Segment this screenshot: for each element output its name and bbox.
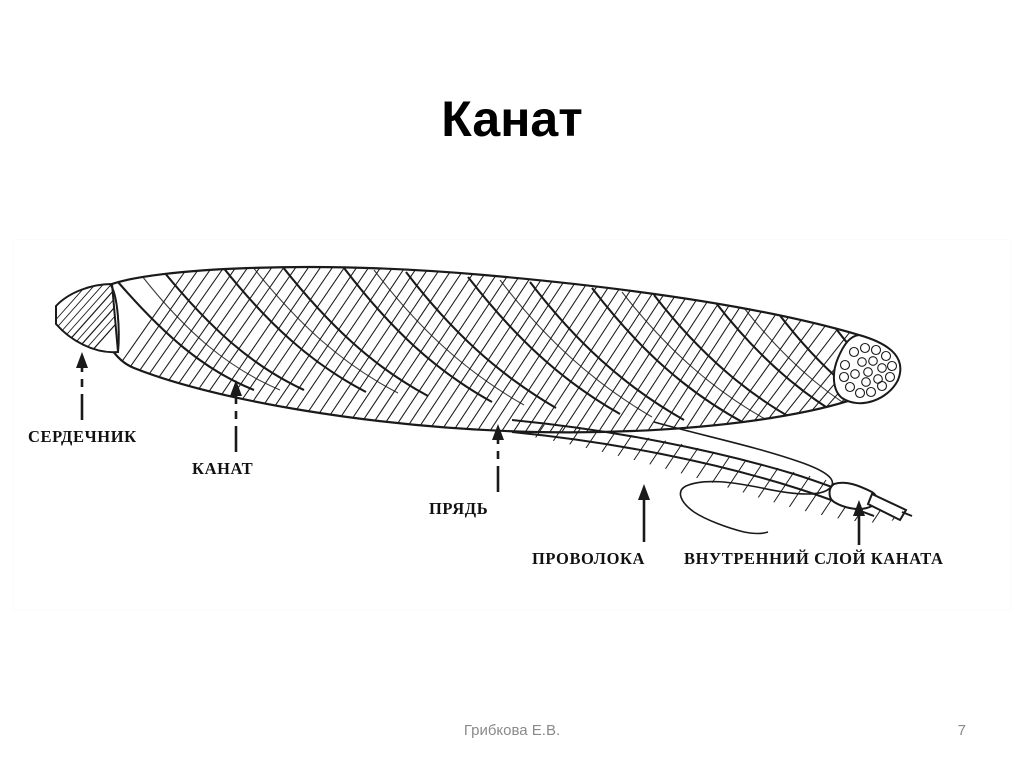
label-rope: КАНАТ xyxy=(192,459,254,478)
footer-author: Грибкова Е.В. xyxy=(463,722,561,739)
rope-diagram xyxy=(14,240,1010,610)
page-title: Канат xyxy=(441,91,583,147)
label-strand: ПРЯДЬ xyxy=(429,499,489,518)
wire-bundle-cross-section xyxy=(834,335,900,403)
label-wire: ПРОВОЛОКА xyxy=(532,549,646,568)
figure-area xyxy=(14,240,1010,610)
arrow-strand xyxy=(492,424,504,492)
inner-strand-bottom-edge xyxy=(512,432,874,516)
label-inner-layer: ВНУТРЕННИЙ СЛОЙ КАНАТА xyxy=(684,549,944,568)
rope-outline xyxy=(102,267,898,432)
rope-body xyxy=(74,240,924,448)
arrow-wire xyxy=(638,484,650,542)
arrow-core xyxy=(76,352,88,420)
footer-page-number: 7 xyxy=(957,722,966,739)
label-core: СЕРДЕЧНИК xyxy=(28,427,137,446)
